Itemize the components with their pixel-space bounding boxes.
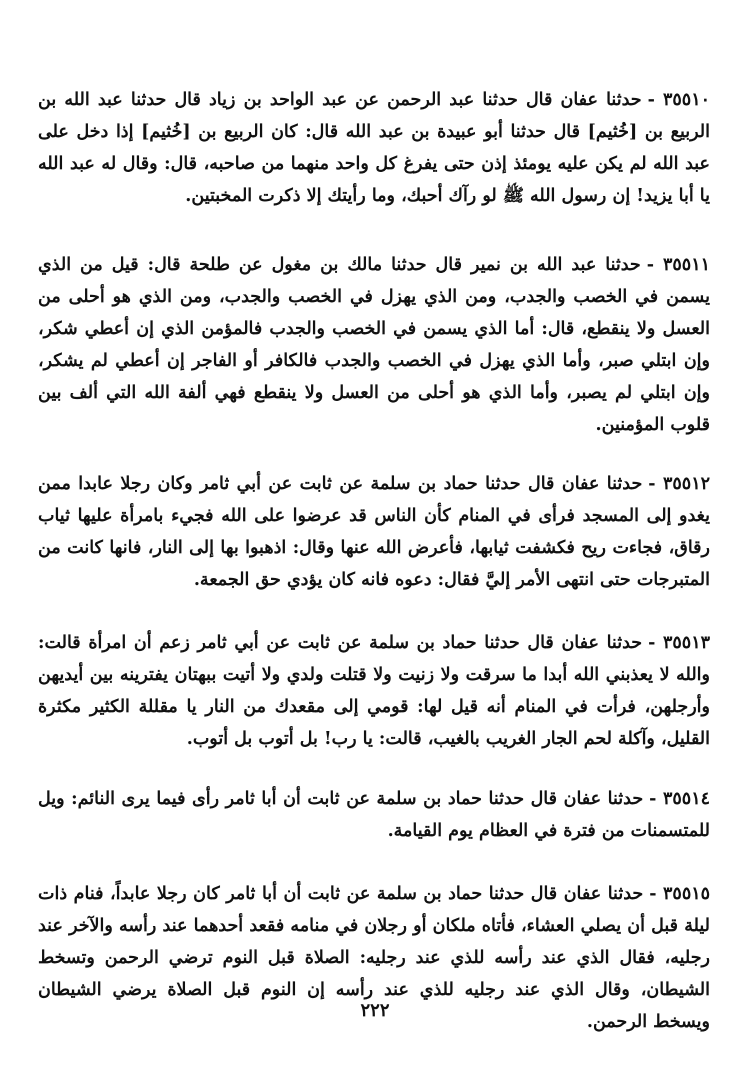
hadith-paragraph xyxy=(38,783,710,847)
hadith-paragraph xyxy=(38,84,710,212)
hadith-paragraph xyxy=(38,249,710,441)
hadith-text: حدثنا عفان قال حدثنا حماد بن سلمة عن ثابت أن أبا ثامر كان رجلا عابداً، فنام ذات ليلة قبل أن يصلي العشاء، فأتاه ملكان أو رجلان في منامه فقعد أحدهما عند رأسه والآخر عند رجليه، فقال الذي عند رأسه للذي عند رجليه: الصلاة قبل النوم ترضي الرحمن وتسخط الشيطان، وقال الذي عند رجليه للذي عند رأسه إن النوم قبل الصلاة يرضي الشيطان ويسخط الرحمن. xyxy=(38,884,710,1032)
hadith-number: ٣٥٥١٤ - xyxy=(649,789,710,809)
hadith-number: ٣٥٥١١ - xyxy=(646,255,710,275)
hadith-paragraph xyxy=(38,468,710,596)
hadith-number: ٣٥٥١٣ - xyxy=(648,633,710,653)
hadith-text: حدثنا عفان قال حدثنا حماد بن سلمة عن ثابت عن أبي ثامر زعم أن امرأة قالت: والله لا يعذبني الله أبدا ما سرقت ولا زنيت ولا قتلت ولدي ولا أتيت ببهتان يفترينه بين أيديهن وأرجلهن، فرأت في المنام أنه قيل لها: قومي إلى مقعدك من النار يا مقللة الكثير مكثرة القليل، وآكلة لحم الجار الغريب بالغيب، قالت: يا رب! بل أتوب بل أتوب. xyxy=(38,633,710,749)
page-number: ٢٢٢ xyxy=(360,1000,390,1021)
hadith-text: حدثنا عفان قال حدثنا حماد بن سلمة عن ثابت عن أبي ثامر وكان رجلا عابدا ممن يغدو إلى المسجد فرأى في المنام كأن الناس قد عرضوا على الله فجيء بامرأة عليها ثياب رقاق، فجاءت ريح فكشفت ثيابها، فأعرض الله عنها وقال: اذهبوا بها إلى النار، فانها كانت من المتبرجات حتى انتهى الأمر إليَّ فقال: دعوه فانه كان يؤدي حق الجمعة. xyxy=(38,474,710,590)
page-content xyxy=(38,84,710,1064)
hadith-text: حدثنا عفان قال حدثنا حماد بن سلمة عن ثابت أن أبا ثامر رأى فيما يرى النائم: ويل للمتسمنات من فترة في العظام يوم القيامة. xyxy=(38,789,710,841)
hadith-text: حدثنا عبد الله بن نمير قال حدثنا مالك بن مغول عن طلحة قال: قيل من الذي يسمن في الخصب والجدب، ومن الذي يهزل في الخصب والجدب، ومن الذي هو أحلى من العسل ولا ينقطع، قال: أما الذي يسمن في الخصب والجدب فالمؤمن الذي إن أعطي شكر، وإن ابتلي صبر، وأما الذي يهزل في الخصب والجدب فالكافر أو الفاجر إن أعطي لم يشكر، وإن ابتلي لم يصبر، وأما الذي هو أحلى من العسل ولا ينقطع فهي ألفة الله التي ألف بين قلوب المؤمنين. xyxy=(38,255,710,435)
hadith-number: ٣٥٥١٢ - xyxy=(648,474,710,494)
hadith-paragraph xyxy=(38,627,710,755)
hadith-number: ٣٥٥١٠ - xyxy=(647,90,710,110)
hadith-number: ٣٥٥١٥ - xyxy=(649,884,711,904)
hadith-text: حدثنا عفان قال حدثنا عبد الرحمن عن عبد الواحد بن زياد قال حدثنا عبد الله بن الربيع بن [خُثيم] قال حدثنا أبو عبيدة بن عبد الله قال: كان الربيع بن [خُثيم] إذا دخل على عبد الله لم يكن عليه يومئذ إذن حتى يفرغ كل واحد منهما من صاحبه، قال: وقال له عبد الله يا أبا يزيد! إن رسول الله ﷺ لو رآك أحبك، وما رأيتك إلا ذكرت المخبتين. xyxy=(38,90,710,206)
